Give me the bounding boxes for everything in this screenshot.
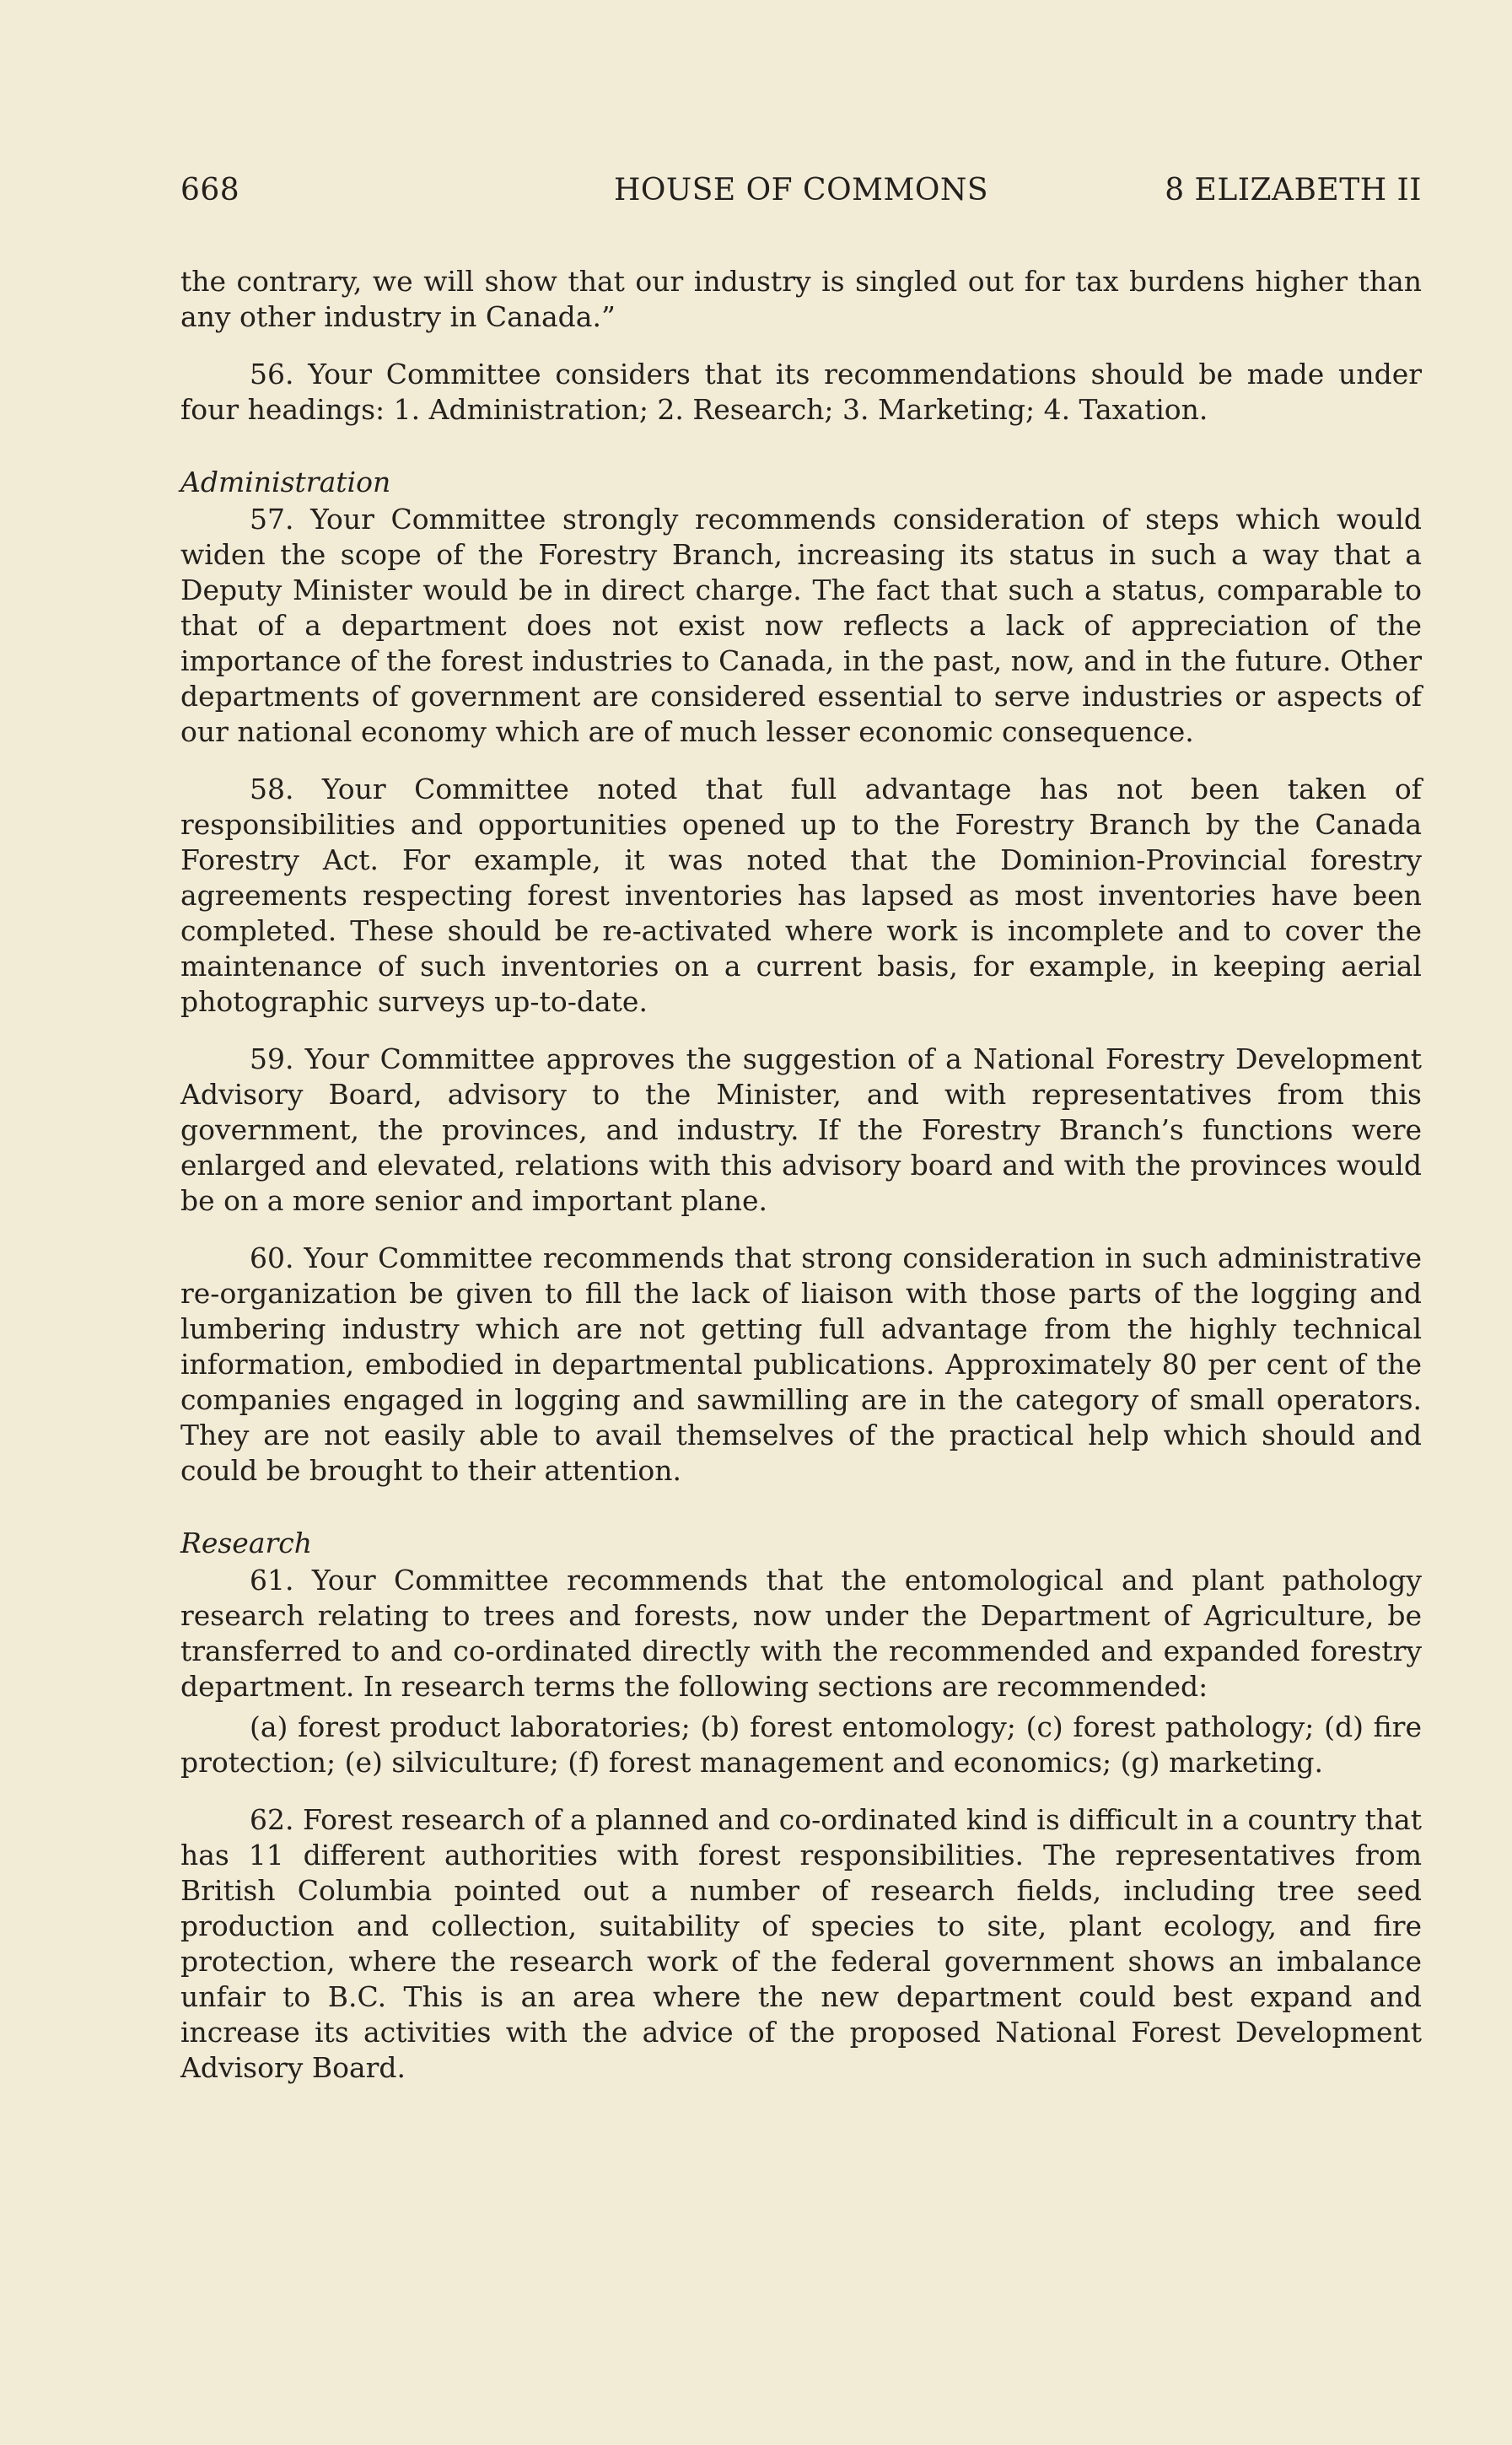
regnal-year: 8 ELIZABETH II	[1165, 173, 1422, 207]
paragraph-61-list: (a) forest product laboratories; (b) forest entomology; (c) forest pathology; (d) fire protection; (e) silviculture; (f) forest management and economics; (g) marketing.	[180, 1710, 1422, 1779]
paragraph-62: 62. Forest research of a planned and co-ordinated kind is difficult in a country that has 11 different authorities with forest responsibilities. The representatives from British Columbia pointed out a number of research fields, including tree seed production and collection, suitability of species to site, plant ecology, and fire protection, where the research work of the federal government shows an imbalance unfair to B.C. This is an area where the new department could best expand and increase its activities with the advice of the proposed National Forest Development Advisory Board.	[180, 1803, 1422, 2084]
page-body	[180, 264, 1422, 2108]
paragraph-58: 58. Your Committee noted that full advantage has not been taken of responsibilities and opportunities opened up to the Forestry Branch by the Canada Forestry Act. For example, it was noted that the Dominion-Provincial forestry agreements respecting forest inventories has lapsed as most inventories have been completed. These should be re-activated where work is incomplete and to cover the maintenance of such inventories on a current basis, for example, in keeping aerial photographic surveys up-to-date.	[180, 773, 1422, 1018]
paragraph-56: 56. Your Committee considers that its recommendations should be made under four headings: 1. Administration; 2. Research; 3. Marketing; 4. Taxation.	[180, 358, 1422, 426]
paragraph-61: 61. Your Committee recommends that the entomological and plant pathology research relating to trees and forests, now under the Department of Agriculture, be transferred to and co-ordinated directly with the recommended and expanded forestry department. In research terms the following sections are recommended:	[180, 1564, 1422, 1703]
section-heading-administration: Administration	[180, 466, 391, 498]
section-heading-research: Research	[180, 1527, 313, 1559]
running-title: HOUSE OF COMMONS	[613, 173, 989, 207]
continued-paragraph: the contrary, we will show that our industry is singled out for tax burdens higher than any other industry in Canada.”	[180, 265, 1422, 333]
paragraph-59: 59. Your Committee approves the suggestion of a National Forestry Development Advisory Board, advisory to the Minister, and with representatives from this government, the provinces, and industry. If the Forestry Branch’s functions were enlarged and elevated, relations with this advisory board and with the provinces would be on a more senior and important plane.	[180, 1042, 1422, 1217]
paragraph-57: 57. Your Committee strongly recommends consideration of steps which would widen the scope of the Forestry Branch, increasing its status in such a way that a Deputy Minister would be in direct charge. The fact that such a status, comparable to that of a department does not exist now reflects a lack of appreciation of the importance of the forest industries to Canada, in the past, now, and in the future. Other departments of government are considered essential to serve industries or aspects of our national economy which are of much lesser economic consequence.	[180, 503, 1422, 748]
page-header	[180, 173, 1422, 215]
paragraph-60: 60. Your Committee recommends that strong consideration in such administrative re-organization be given to fill the lack of liaison with those parts of the logging and lumbering industry which are not getting full advantage from the highly technical information, embodied in departmental publications. Approximately 80 per cent of the companies engaged in logging and sawmilling are in the category of small operators. They are not easily able to avail themselves of the practical help which should and could be brought to their attention.	[180, 1241, 1422, 1487]
page-number: 668	[180, 173, 240, 207]
